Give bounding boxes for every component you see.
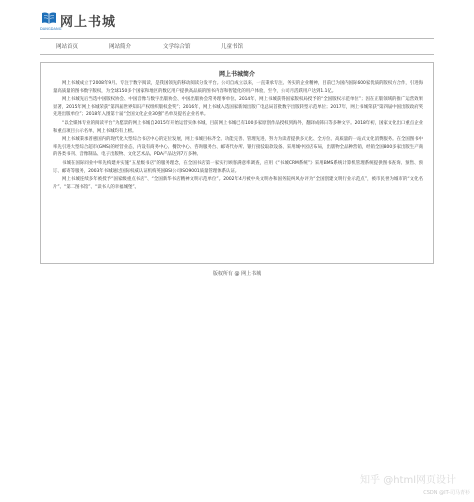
footer-copyright: 版权所有 @ 网上书城 bbox=[212, 271, 262, 277]
logo-subtitle: DANGDANG bbox=[40, 27, 62, 31]
about-section bbox=[40, 62, 434, 264]
intro-paragraph-6: 网上书城连续多年被授予“国家级重点书店”、“全国新华书店精神文明示范单位”。2002年4月被中央文明办和国务院纠风办评为“全国创建文明行业示范点”，被市民誉为城市的“文化名片”、“第二图书馆”、“读书人的幸福城堡”。 bbox=[53, 177, 423, 190]
intro-paragraph-1: 网上书城成立于2008年9月。专注于数字阅读，是我国领先的移动阅读分发平台。公司自成立以来，一直秉承专注、务实的企业精神，目前已为国内国际600家优质的版权方合作，引进海量高质量的图书数字版权，为全球150多个国家和地区的数亿用户提供高品质的图书内容和智能化的用户体验，至今，公司月活跃用户达到1.1亿。 bbox=[53, 81, 423, 94]
credit-text: CSDN @IT-司马青衫 bbox=[423, 490, 470, 496]
nav-item-home[interactable]: 网站首页 bbox=[56, 44, 79, 50]
intro-paragraph-4: 网上书城秉承普惠国内的现代化大型综合书店中心的定位发展，网上书城目标齐全、功能完善、管理先进，努力为读者提供多元化、全方位、高质量的一站式文化消费服务。在全国图书中率先引进大型综合超市(GMS)的经营业态，内设有商务中心、餐饮中心、咨询服务台、邮寄代办所、银行接驳取款设备、采用城中园店布局，出版物全品种营销，经销全国800多家出版生产商的各类书刊、音像制品、电子出版物、文化艺术品。PDA产品达到7万多种。 bbox=[53, 137, 423, 158]
intro-paragraph-2: 网上书城先后当选中国版权协会、中国音像与数字出版协会、中国出版协会常务理事单位。2014年，网上书城获得国家版权局授予的“全国版权示范单位”；因在正版领域的推广运营效果显著，2015年网上书城荣获“第四届世界知识产权组织版权金奖”；2016年，网上书城入选国家新闻出版广电总局首批数字出版转型示范单位；2017年，网上书城荣获“第四届中国出版政府奖先进出版单位”；2018年入围第十届“全国文化企业30强”名单及提名企业名单。 bbox=[53, 97, 423, 118]
watermark-text: 知乎 @html网页设计 bbox=[360, 475, 456, 486]
intro-paragraph-3: “以全媒体专业的阅读平台”为愿景的网上书城自2015年开始运营实体书城，目前网上书城已有100多家原创作品授权到海外，翻译成韩日等多种文字。2018年初，国家文化出口重点企业和重点项目公示名单，网上书城均有上榜。 bbox=[53, 120, 423, 134]
nav-item-children[interactable]: 儿童书馆 bbox=[221, 44, 244, 50]
main-nav bbox=[40, 38, 434, 55]
intro-text bbox=[53, 80, 423, 192]
open-book-icon bbox=[41, 10, 57, 26]
site-logo[interactable] bbox=[40, 8, 117, 36]
header bbox=[40, 8, 434, 36]
nav-item-literature[interactable]: 文学综合馆 bbox=[163, 44, 191, 50]
nav-item-about[interactable]: 网站简介 bbox=[109, 44, 132, 50]
intro-paragraph-5: 书城在国际同业中率先构建并实施“五星级书店”的服务理念，在全国书店第一家实行顾客满意率调查，应用《“书城CRM系统”》采用BMS系统计算机管理系统提供图书查询、预售、预订、邮寄等服务，2003年书城通过国际权威认证机构英国BSI公司ISO9001质量管理体系认证。 bbox=[53, 160, 423, 174]
section-title: 网上书城简介 bbox=[218, 71, 255, 78]
site-title: 网上书城 bbox=[60, 15, 117, 30]
